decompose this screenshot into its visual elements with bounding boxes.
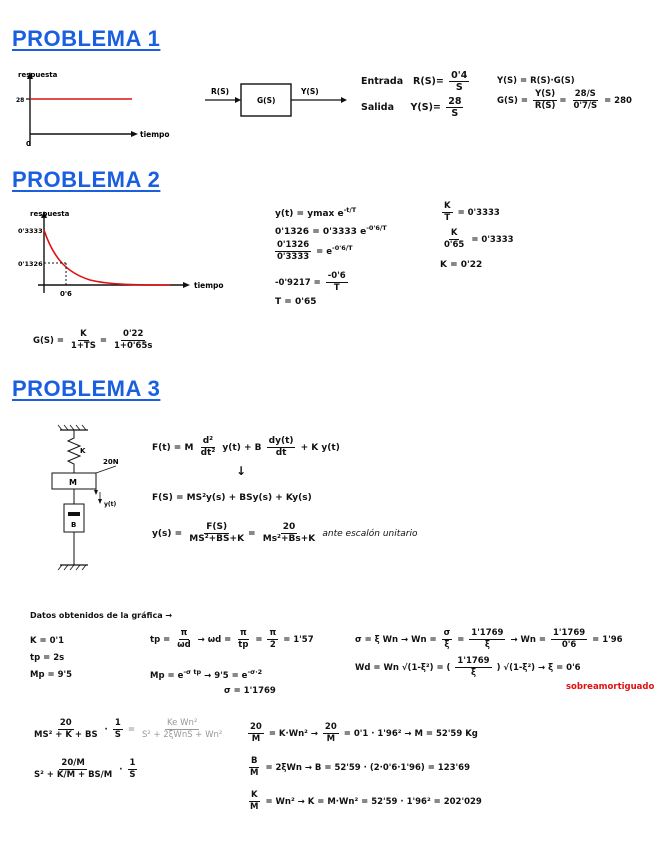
p3-f3-d1: MS²+BS+K [189, 534, 245, 544]
p3-arrow-down: ↓ [236, 464, 247, 478]
p1-salida-den: S [451, 108, 459, 119]
p2-xmark-label: 0'6 [60, 290, 72, 298]
p2-l3-exp: -0'6/T [332, 244, 353, 253]
p3-f1-mid: y(t) + B [222, 443, 262, 453]
p2-l3-num: 0'1326 [277, 240, 310, 250]
p3-s1-n3: 1'1769 [553, 628, 586, 638]
p1-block-in: R(S) [211, 87, 230, 96]
p2-l2-exp: -0'6/T [366, 224, 387, 232]
p3-s1-eq: = [457, 635, 465, 645]
p1-axis-y-label: respuesta [18, 71, 58, 79]
p1-x-arrow [131, 131, 138, 137]
p3-t1-n3: Ke Wn² [166, 718, 198, 728]
p3-f2: F(S) = MS²y(s) + BSy(s) + Ky(s) [152, 493, 312, 503]
p3-tp-eq-d: ωd [177, 640, 191, 650]
p3-f3-note: ante escalón unitario [322, 529, 418, 539]
p3-f1-lhs: F(t) = M [152, 443, 194, 453]
p3-tp-eq-n2: π [239, 628, 247, 638]
p3-fig-m: M [69, 478, 77, 487]
p1-entrada [361, 70, 471, 93]
p2-l1 [275, 206, 356, 219]
p2-g-lhs: G(S) = [33, 336, 64, 346]
p3-s2 [355, 656, 581, 679]
p3-t2-d: S² + K/M + BS/M [34, 770, 113, 780]
p3-t2-d2: S [129, 770, 136, 780]
p2-l3-rhs: = e [316, 247, 333, 257]
p3-tp-eq-result: = 1'57 [283, 635, 314, 645]
p1-eq2-d1: R(S) [534, 101, 556, 111]
p2-r1 [440, 201, 500, 224]
p2-l1-text: y(t) = ymax e [275, 209, 344, 219]
p2-g-d1: 1+TS [70, 341, 96, 351]
p3-f3-n2: 20 [282, 522, 296, 532]
p3-mp-eq2-exp: -σ·2 [247, 668, 263, 676]
p3-mass-spring-figure [40, 420, 135, 580]
p2-r2-num: K [450, 228, 458, 238]
p3-e3-rhs: = Wn² → K = M·Wn² = 52'59 · 1'96² = 202'029 [265, 797, 482, 807]
p3-t1-d3: S² + 2ξWnS + Wn² [141, 730, 223, 740]
p1-entrada-lhs: R(S)= [413, 76, 444, 87]
p3-fig-y: y(t) [104, 501, 117, 508]
p3-t1 [30, 718, 226, 741]
p1-block-diagram [205, 80, 355, 120]
problem-3-title: PROBLEMA 3 [12, 376, 161, 401]
p3-tp-eq-mid: → ωd = [197, 635, 232, 645]
p2-l2-text: 0'1326 = 0'3333 e [275, 227, 367, 237]
p3-s2-rhs: ) √(1-ξ²) → ξ = 0'6 [496, 663, 581, 673]
p1-salida [361, 96, 465, 119]
p3-t2-dot: · [119, 765, 123, 775]
p3-f1-n1: d² [202, 436, 214, 446]
p2-l2 [275, 224, 387, 237]
p3-s1-d1: ξ [444, 640, 450, 650]
p3-tp-val: tp = 2s [30, 653, 65, 663]
p3-t1-eq: = [127, 725, 135, 735]
p2-l4 [275, 271, 350, 294]
p3-t1-n: 20 [59, 718, 72, 728]
p3-e1-mid: = K·Wn² → [268, 729, 318, 739]
p3-e1-d: M [251, 734, 261, 744]
p3-t1-n2: 1 [114, 718, 121, 728]
p2-g-d2: 1+0'65s [113, 341, 153, 351]
p3-f3-d2: Ms²+Bs+K [262, 534, 316, 544]
p3-t2 [30, 758, 140, 781]
p2-r1-den: T [444, 213, 451, 223]
p1-salida-num: 28 [448, 96, 462, 107]
p3-e2-n: B [250, 756, 258, 766]
p2-r2-den: 0'65 [444, 240, 465, 250]
p3-t2-n2: 1 [129, 758, 136, 768]
p1-eq1: Y(S) = R(S)·G(S) [497, 76, 575, 86]
p3-mp-val: Mp = 9'5 [30, 670, 73, 680]
p1-eq2-result: = 280 [604, 96, 632, 106]
p3-s1-n2: 1'1769 [471, 628, 504, 638]
p3-tp-eq-d2: tp [238, 640, 249, 650]
p1-salida-lhs: Y(S)= [410, 102, 441, 113]
p3-t1-d2: S [114, 730, 121, 740]
p3-e1 [246, 722, 478, 745]
p2-decay-graph [10, 205, 245, 300]
p3-e3-d: M [250, 802, 259, 812]
p3-mp-eq2-text: → 9'5 = e [204, 670, 248, 681]
p1-block-label: G(S) [257, 96, 276, 105]
p2-r1-rhs: = 0'3333 [457, 208, 500, 218]
p3-tp-eq-n3: π [269, 628, 277, 638]
p3-e2 [246, 756, 470, 779]
p2-ytop-label: 0'3333 [18, 227, 43, 235]
p3-s1-lhs: σ = ξ Wn → Wn = [355, 635, 437, 645]
p3-f1-n2: dy(t) [268, 436, 294, 446]
p3-mp-eq [150, 668, 262, 681]
problem-2-title: PROBLEMA 2 [12, 167, 161, 192]
p3-tp-eq-eq: = [255, 635, 263, 645]
p3-f3-n1: F(S) [206, 522, 228, 532]
p3-fig-force: 20N [103, 458, 119, 466]
p3-mp-eq-text: Mp = e [150, 670, 184, 681]
p3-datos: Datos obtenidos de la gráfica → [30, 611, 173, 620]
p3-e2-d: M [250, 768, 259, 778]
p1-origin: 0 [26, 140, 31, 148]
p3-t2-n: 20/M [61, 758, 85, 768]
p2-l4-num: -0'6 [327, 271, 346, 281]
p3-fig-b: B [71, 521, 77, 529]
p3-e1-n: 20 [250, 722, 262, 732]
p2-ymid-label: 0'1326 [18, 260, 43, 268]
p1-eq2-n2: 28/S [574, 89, 596, 99]
p3-e2-rhs: = 2ξWn → B = 52'59 · (2·0'6·1'96) = 123'69 [265, 763, 470, 773]
p2-l3-den: 0'3333 [277, 252, 310, 262]
p3-f1-end: + K y(t) [300, 443, 340, 453]
p3-e1-d2: M [326, 734, 336, 744]
p3-s1-n1: σ [443, 628, 451, 638]
p3-s2-lhs: Wd = Wn √(1-ξ²) = ( [355, 663, 451, 673]
p1-salida-label: Salida [361, 102, 394, 113]
p3-fig-k: K [80, 447, 86, 455]
p2-g-n2: 0'22 [123, 329, 144, 339]
p3-e3 [246, 790, 482, 813]
p3-s1-mid: → Wn = [510, 635, 547, 645]
p1-axis-x-label: tiempo [140, 130, 170, 139]
problem-1-title: PROBLEMA 1 [12, 26, 161, 51]
p1-eq2-n1: Y(S) [535, 89, 556, 99]
p2-l5: T = 0'65 [275, 297, 317, 307]
p3-mp-eq-exp: -σ tp [183, 668, 202, 676]
p2-axis-x-label: tiempo [194, 281, 224, 290]
p2-l3 [273, 240, 353, 263]
p1-entrada-num: 0'4 [451, 70, 468, 81]
p3-e3-n: K [250, 790, 258, 800]
p2-r2-rhs: = 0'3333 [471, 235, 514, 245]
p3-s1-d2: ξ [484, 640, 490, 650]
p3-f1-d1: dt² [200, 448, 216, 458]
p1-entrada-label: Entrada [361, 76, 404, 87]
p3-f3-lhs: y(s) = [152, 529, 183, 539]
p2-decay-curve [44, 230, 170, 285]
p3-t1-dot: · [104, 725, 108, 735]
p3-sobreamortiguado: sobreamortiguado [566, 682, 655, 692]
p3-e1-n2: 20 [324, 722, 337, 732]
p2-g-n1: K [80, 329, 87, 339]
p2-l1-exp: -t/T [343, 206, 357, 214]
p3-e1-rhs: = 0'1 · 1'96² → M = 52'59 Kg [343, 729, 478, 739]
p2-transfer: G(S) = $\frac{K}{1+TS}$ = $\frac{0'22}{1+0'65s}$ [33, 329, 153, 351]
p3-spring [68, 430, 80, 473]
p2-r2 [440, 228, 514, 251]
p1-block-out: Y(S) [301, 87, 319, 96]
p3-s1-result: = 1'96 [592, 635, 623, 645]
p1-level-label: 28 [16, 97, 25, 104]
p3-s1 [355, 628, 623, 651]
p1-entrada-den: S [455, 82, 463, 93]
p3-t1-d: MS² + K + BS [34, 730, 98, 740]
p1-eq2-d2: 0'7/S [573, 101, 598, 111]
p2-r3: K = 0'22 [440, 260, 483, 270]
p3-tp-eq-lhs: tp = [150, 635, 171, 645]
p3-tp-eq [150, 628, 314, 651]
p3-s1-d3: 0'6 [561, 640, 577, 650]
p3-f1 [152, 436, 340, 459]
p2-l4-den: T [333, 283, 340, 293]
p3-s2-n: 1'1769 [457, 656, 490, 666]
p2-r1-num: K [444, 201, 451, 211]
p1-eq2: G(S) = $\frac{Y(S)}{R(S)}$ = $\frac{28/S}{0'7/S}$ = 280 [497, 89, 632, 111]
p3-sigma: σ = 1'1769 [224, 686, 276, 696]
p3-tp-eq-n: π [180, 628, 188, 638]
p2-l4-lhs: -0'9217 = [275, 278, 321, 288]
p1-eq2-lhs: G(S) = [497, 96, 528, 106]
p3-tp-eq-d3: 2 [269, 640, 276, 650]
p3-f3: y(s) = $\frac{F(S)}{\text{MS²+BS+K}}$ = $\frac{20}{\text{Ms²+Bs+K}}$ ante escalón unitario [152, 522, 418, 544]
p3-s2-d: ξ [471, 668, 477, 678]
p3-k-val: K = 0'1 [30, 636, 65, 646]
p2-axis-y-label: respuesta [30, 210, 70, 218]
p3-f1-d2: dt [275, 448, 287, 458]
p1-step-graph [10, 66, 200, 151]
